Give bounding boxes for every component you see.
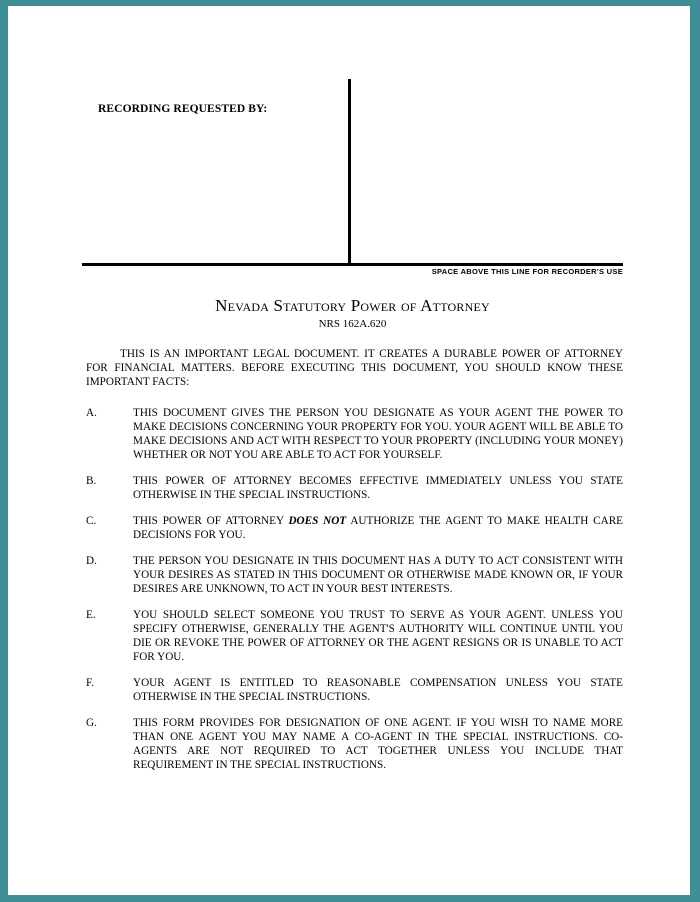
recorder-space-divider — [82, 263, 623, 266]
fact-letter: E. — [86, 609, 96, 621]
intro-paragraph: THIS IS AN IMPORTANT LEGAL DOCUMENT. IT CREATES A DURABLE POWER OF ATTORNEY FOR FINANCIAL MATTERS. BEFORE EXECUTING THIS DOCUMENT, YOU SHOULD KNOW THESE IMPORTANT FACTS: — [86, 348, 623, 388]
document-statute-reference: NRS 162A.620 — [318, 318, 387, 330]
fact-item-a — [86, 406, 623, 462]
document-page — [8, 6, 690, 895]
fact-letter: A. — [86, 407, 97, 419]
document-title: Nevada Statutory Power of Attorney — [215, 296, 490, 315]
fact-item-f — [86, 676, 623, 704]
fact-item-c — [86, 514, 623, 542]
fact-text — [133, 514, 623, 542]
important-facts-list — [86, 406, 623, 784]
fact-text: THIS FORM PROVIDES FOR DESIGNATION OF ONE AGENT. IF YOU WISH TO NAME MORE THAN ONE AGENT YOU MAY NAME A CO-AGENT IN THE SPECIAL INSTRUCTIONS. CO-AGENTS ARE NOT REQUIRED TO ACT TOGETHER UNLESS YOU INCLUDE THAT REQUIREMENT IN THE SPECIAL INSTRUCTIONS. — [133, 717, 623, 771]
fact-text-after: AUTHORIZE THE AGENT TO MAKE HEALTH CARE DECISIONS FOR YOU. — [133, 515, 623, 541]
fact-item-b — [86, 474, 623, 502]
recording-box-vertical-divider — [348, 79, 351, 266]
fact-letter: F. — [86, 677, 95, 689]
fact-text: YOU SHOULD SELECT SOMEONE YOU TRUST TO SERVE AS YOUR AGENT. UNLESS YOU SPECIFY OTHERWISE, GENERALLY THE AGENT'S AUTHORITY WILL CONTINUE UNTIL YOU DIE OR REVOKE THE POWER OF ATTORNEY OR THE AGENT RESIGNS OR IS UNABLE TO ACT FOR YOU. — [133, 609, 623, 663]
recorder-space-note: SPACE ABOVE THIS LINE FOR RECORDER'S USE — [431, 267, 623, 276]
fact-text: THE PERSON YOU DESIGNATE IN THIS DOCUMENT HAS A DUTY TO ACT CONSISTENT WITH YOUR DESIRES AS STATED IN THIS DOCUMENT OR OTHERWISE MADE KNOWN OR, IF YOUR DESIRES ARE UNKNOWN, TO ACT IN YOUR BEST INTERESTS. — [133, 555, 623, 595]
fact-letter: D. — [86, 555, 97, 567]
fact-item-e — [86, 608, 623, 664]
recording-requested-label: RECORDING REQUESTED BY: — [98, 103, 268, 115]
fact-text: THIS POWER OF ATTORNEY BECOMES EFFECTIVE IMMEDIATELY UNLESS YOU STATE OTHERWISE IN THE SPECIAL INSTRUCTIONS. — [133, 475, 623, 501]
fact-item-d — [86, 554, 623, 596]
fact-text-before: THIS POWER OF ATTORNEY — [133, 515, 289, 527]
fact-text: THIS DOCUMENT GIVES THE PERSON YOU DESIGNATE AS YOUR AGENT THE POWER TO MAKE DECISIONS CONCERNING YOUR PROPERTY FOR YOU. YOUR AGENT WILL BE ABLE TO MAKE DECISIONS AND ACT WITH RESPECT TO YOUR PROPERTY (INCLUDING YOUR MONEY) WHETHER OR NOT YOU ARE ABLE TO ACT FOR YOURSELF. — [133, 407, 623, 461]
fact-text: YOUR AGENT IS ENTITLED TO REASONABLE COMPENSATION UNLESS YOU STATE OTHERWISE IN THE SPECIAL INSTRUCTIONS. — [133, 677, 623, 703]
fact-letter: G. — [86, 717, 97, 729]
fact-letter: C. — [86, 515, 97, 527]
fact-text-emphasis: DOES NOT — [288, 515, 347, 527]
fact-item-g — [86, 716, 623, 772]
fact-letter: B. — [86, 475, 97, 487]
